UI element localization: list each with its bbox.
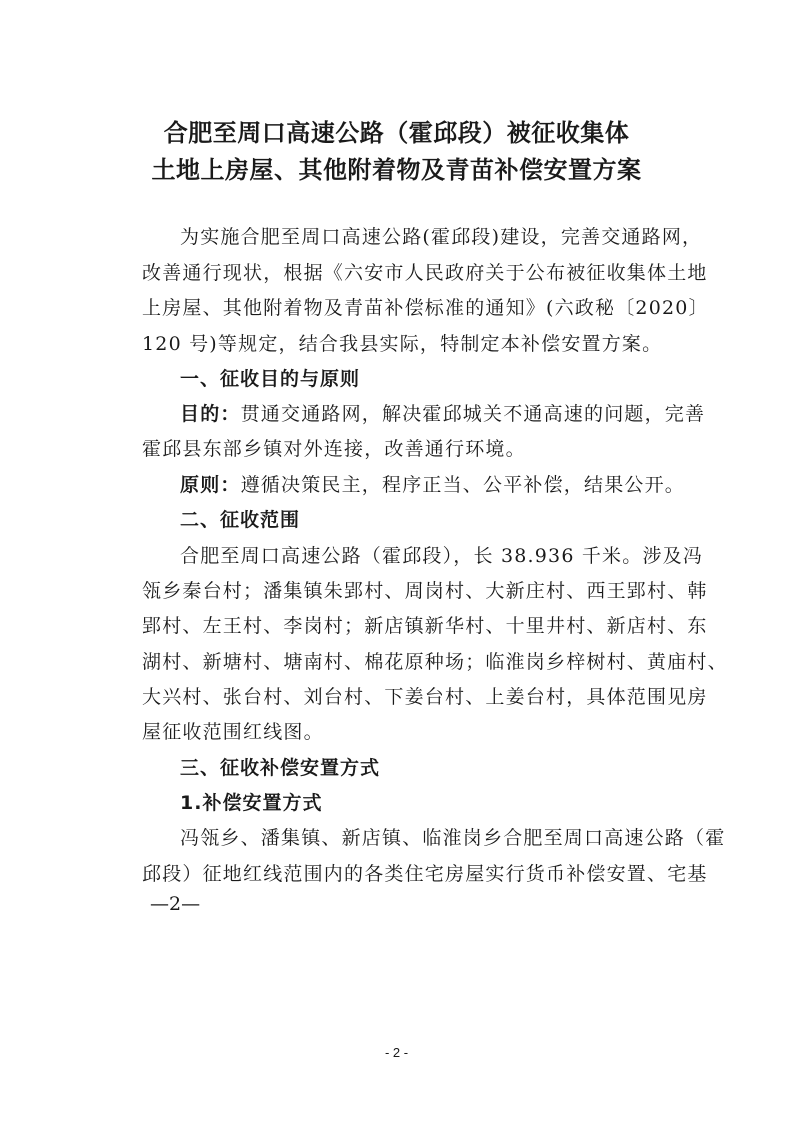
purpose-text: 贯通交通路网，解决霍邱城关不通高速的问题，完善 — [240, 403, 706, 425]
section3-line-2: 邱段）征地红线范围内的各类住宅房屋实行货币补偿安置、宅基 — [142, 863, 708, 885]
principle-label: 原则： — [180, 474, 241, 496]
section3-heading: 三、征收补偿安置方式 — [180, 757, 381, 779]
section2-heading: 二、征收范围 — [180, 509, 301, 531]
document-title-line2: 土地上房屋、其他附着物及青苗补偿安置方案 — [151, 156, 642, 184]
section1-heading: 一、征收目的与原则 — [180, 368, 361, 390]
section3-subheading: 1.补偿安置方式 — [180, 792, 323, 814]
scope-line-2: 瓴乡秦台村；潘集镇朱郢村、周岗村、大新庄村、西王郢村、韩 — [142, 580, 708, 602]
scope-line-4: 湖村、新塘村、塘南村、棉花原种场；临淮岗乡梓树村、黄庙村、 — [142, 651, 728, 673]
intro-line-2: 改善通行现状，根据《六安市人民政府关于公布被征收集体土地 — [142, 262, 708, 284]
section3-line-1: 冯瓴乡、潘集镇、新店镇、临淮岗乡合肥至周口高速公路（霍 — [180, 827, 726, 849]
intro-line-4: 120 号)等规定，结合我县实际，特制定本补偿安置方案。 — [142, 333, 663, 355]
scope-line-5: 大兴村、张台村、刘台村、下姜台村、上姜台村，具体范围见房 — [142, 686, 708, 708]
purpose-line-2: 霍邱县东部乡镇对外连接，改善通行环境。 — [142, 438, 526, 460]
document-title-line1: 合肥至周口高速公路（霍邱段）被征收集体 — [163, 119, 630, 147]
scope-line-1: 合肥至周口高速公路（霍邱段），长 38.936 千米。涉及冯 — [180, 545, 704, 567]
intro-line-1: 为实施合肥至周口高速公路(霍邱段)建设，完善交通路网， — [180, 226, 703, 248]
scope-line-3: 郢村、左王村、李岗村；新店镇新华村、十里井村、新店村、东 — [142, 615, 708, 637]
page-number-left: —2— — [150, 893, 201, 915]
purpose-line-1 — [180, 399, 705, 426]
purpose-label: 目的： — [180, 403, 241, 425]
page-number-bottom: - 2 - — [384, 1045, 409, 1060]
principle-text: 遵循决策民主，程序正当、公平补偿，结果公开。 — [240, 474, 686, 496]
scope-line-6: 屋征收范围红线图。 — [142, 721, 324, 743]
intro-line-3: 上房屋、其他附着物及青苗补偿标准的通知》(六政秘〔2020〕 — [142, 297, 709, 319]
principle-line — [180, 470, 685, 497]
